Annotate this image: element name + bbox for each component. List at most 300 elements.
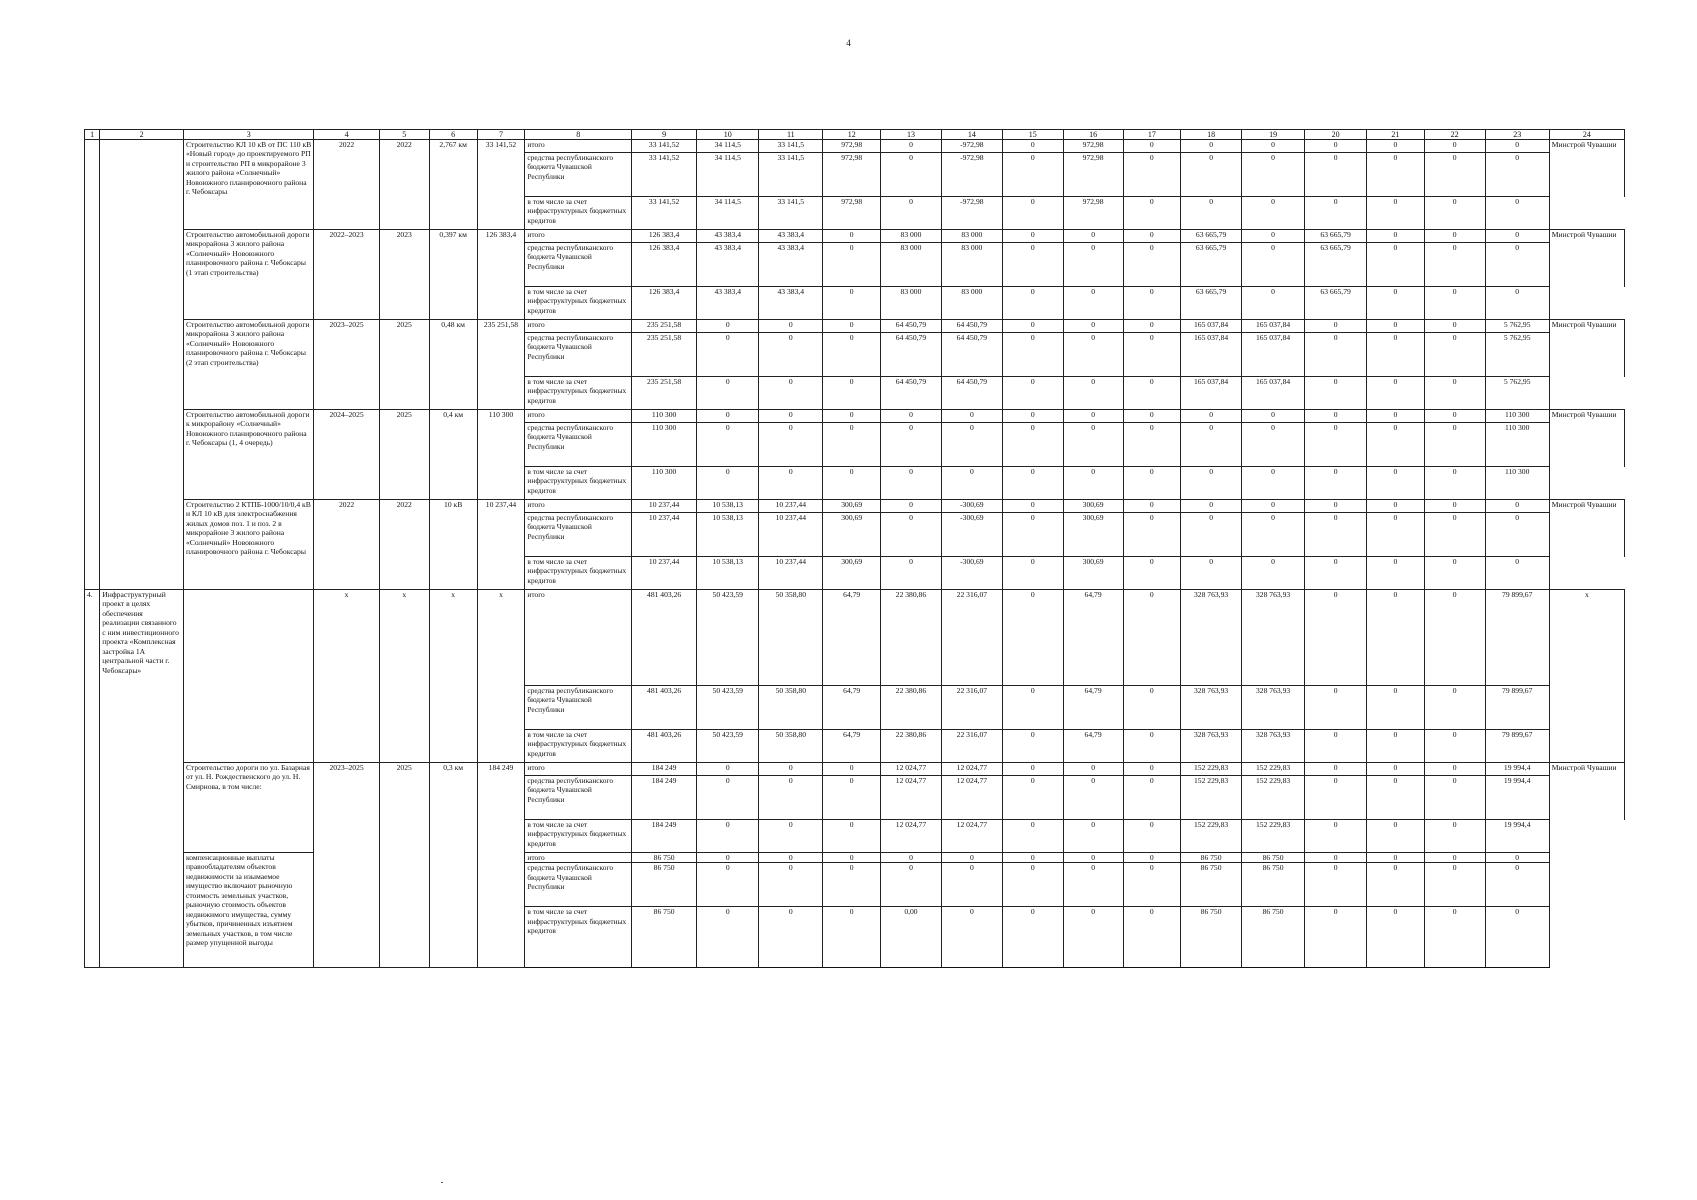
value-cell: 126 383,4 xyxy=(631,287,696,320)
value-cell: 63 665,79 xyxy=(1305,243,1367,287)
value-cell: 0 xyxy=(941,410,1002,423)
value-cell: 0 xyxy=(1424,590,1485,686)
column-header: 8 xyxy=(525,130,632,140)
value-cell: 0 xyxy=(1367,377,1425,410)
value-cell: 0 xyxy=(1123,423,1181,467)
column-header: 14 xyxy=(941,130,1002,140)
capacity: 10 кВ xyxy=(429,500,477,590)
value-cell: 0 xyxy=(1181,410,1242,423)
value-cell: 33 141,5 xyxy=(759,197,823,230)
capacity: 0,397 км xyxy=(429,230,477,320)
table-row xyxy=(85,590,1625,686)
value-cell: 86 750 xyxy=(1181,853,1242,863)
value-cell: 0 xyxy=(697,776,759,820)
value-cell: 110 300 xyxy=(1485,467,1549,500)
value-cell: 0 xyxy=(881,140,942,153)
value-cell: 0 xyxy=(1063,907,1123,968)
column-header: 5 xyxy=(379,130,429,140)
funding-source-label: средства республиканского бюджета Чувашской Республики xyxy=(525,423,632,467)
value-cell: 300,69 xyxy=(823,513,881,557)
value-cell: 0 xyxy=(881,153,942,197)
value-cell: 0 xyxy=(1424,243,1485,287)
value-cell: 0 xyxy=(1242,423,1305,467)
value-cell: 43 383,4 xyxy=(759,287,823,320)
value-cell: 33 141,5 xyxy=(759,153,823,197)
value-cell: 86 750 xyxy=(1242,853,1305,863)
value-cell: 110 300 xyxy=(1485,410,1549,423)
value-cell: 10 538,13 xyxy=(697,513,759,557)
value-cell: 0 xyxy=(1002,410,1063,423)
value-cell: 0 xyxy=(1367,140,1425,153)
funding-source-label: итого xyxy=(525,140,632,153)
value-cell: 0 xyxy=(759,776,823,820)
value-cell: 0 xyxy=(1305,686,1367,730)
value-cell: 64 450,79 xyxy=(941,377,1002,410)
end-year: 2022 xyxy=(379,140,429,230)
value-cell: 0 xyxy=(1002,243,1063,287)
value-cell: 0 xyxy=(1305,820,1367,853)
value-cell: 0 xyxy=(1063,410,1123,423)
value-cell: 0 xyxy=(1242,140,1305,153)
column-header: 4 xyxy=(314,130,379,140)
value-cell: 0 xyxy=(1002,763,1063,776)
value-cell: 0 xyxy=(1181,467,1242,500)
column-header: 16 xyxy=(1063,130,1123,140)
value-cell: 64 450,79 xyxy=(881,377,942,410)
value-cell: 0 xyxy=(697,820,759,853)
value-cell: 0 xyxy=(1123,287,1181,320)
value-cell: 86 750 xyxy=(631,907,696,968)
value-cell: 0 xyxy=(823,377,881,410)
value-cell: 0 xyxy=(1123,140,1181,153)
value-cell: 0 xyxy=(1063,243,1123,287)
value-cell: -300,69 xyxy=(941,557,1002,590)
value-cell: 0 xyxy=(1424,557,1485,590)
funding-source-label: итого xyxy=(525,853,632,863)
value-cell: 0 xyxy=(697,423,759,467)
value-cell: 152 229,83 xyxy=(1242,776,1305,820)
value-cell: 0 xyxy=(1485,853,1549,863)
value-cell: 0 xyxy=(1424,333,1485,377)
start-year: 2023–2025 xyxy=(314,320,379,410)
value-cell: 0 xyxy=(1123,730,1181,763)
section-number: 4. xyxy=(85,590,100,968)
value-cell: 0 xyxy=(881,197,942,230)
value-cell: 0 xyxy=(1123,153,1181,197)
value-cell: 63 665,79 xyxy=(1181,230,1242,243)
estimated-cost: 184 249 xyxy=(477,763,525,968)
value-cell: 0 xyxy=(1367,243,1425,287)
value-cell: 83 000 xyxy=(941,230,1002,243)
value-cell: 50 358,80 xyxy=(759,730,823,763)
value-cell: 0 xyxy=(1002,590,1063,686)
value-cell: 0 xyxy=(1123,557,1181,590)
value-cell: 152 229,83 xyxy=(1242,820,1305,853)
project-name: Строительство автомобильной дороги к микрорайону «Солнечный» Новоюжного планировочного района г. Чебоксары (1, 4 очередь) xyxy=(183,410,314,500)
section-title: Инфраструктурный проект в целях обеспечения реализации связанного с ним инвестиционного проекта «Комплексная застройка 1А центральной части г. Чебоксары» xyxy=(100,590,184,968)
value-cell: 0 xyxy=(1181,557,1242,590)
value-cell: 0 xyxy=(1367,230,1425,243)
value-cell: 0 xyxy=(1002,513,1063,557)
value-cell: 0 xyxy=(1305,590,1367,686)
value-cell: 43 383,4 xyxy=(697,287,759,320)
value-cell: 0 xyxy=(1367,423,1425,467)
value-cell: 0 xyxy=(1424,686,1485,730)
value-cell: 86 750 xyxy=(1242,863,1305,907)
value-cell: 0 xyxy=(941,853,1002,863)
value-cell: 0 xyxy=(823,776,881,820)
value-cell: 235 251,58 xyxy=(631,320,696,333)
funding-source-label: в том числе за счет инфраструктурных бюджетных кредитов xyxy=(525,197,632,230)
value-cell: 0 xyxy=(1123,333,1181,377)
value-cell: 0 xyxy=(1424,230,1485,243)
funding-source-label: средства республиканского бюджета Чувашской Республики xyxy=(525,243,632,287)
value-cell: 0 xyxy=(1424,377,1485,410)
column-header: 24 xyxy=(1549,130,1624,140)
value-cell: 0 xyxy=(1424,287,1485,320)
value-cell: 0 xyxy=(1063,287,1123,320)
value-cell: 0 xyxy=(1123,863,1181,907)
value-cell: 481 403,26 xyxy=(631,730,696,763)
project-name: Строительство автомобильной дороги микрорайона 3 жилого района «Солнечный» Новоюжного планировочного района г. Чебоксары (1 этап строительства) xyxy=(183,230,314,320)
value-cell: 79 899,67 xyxy=(1485,686,1549,730)
estimated-cost: x xyxy=(477,590,525,763)
value-cell: -972,98 xyxy=(941,153,1002,197)
value-cell: 328 763,93 xyxy=(1242,590,1305,686)
value-cell: 50 358,80 xyxy=(759,590,823,686)
value-cell: 0 xyxy=(1305,500,1367,513)
value-cell: 0 xyxy=(1063,333,1123,377)
value-cell: 0 xyxy=(1424,153,1485,197)
value-cell: 481 403,26 xyxy=(631,590,696,686)
capacity: 0,3 км xyxy=(429,763,477,968)
value-cell: 0 xyxy=(881,467,942,500)
value-cell: 34 114,5 xyxy=(697,153,759,197)
value-cell: 165 037,84 xyxy=(1181,377,1242,410)
value-cell: 0 xyxy=(1063,377,1123,410)
value-cell: 165 037,84 xyxy=(1242,320,1305,333)
value-cell: 0 xyxy=(1123,820,1181,853)
column-header: 22 xyxy=(1424,130,1485,140)
table-row xyxy=(85,763,1625,776)
value-cell: 0 xyxy=(1181,423,1242,467)
value-cell: 0 xyxy=(881,557,942,590)
value-cell: 63 665,79 xyxy=(1305,287,1367,320)
value-cell: 0 xyxy=(1367,820,1425,853)
end-year: 2025 xyxy=(379,763,429,968)
value-cell: 0 xyxy=(1123,320,1181,333)
value-cell: 64 450,79 xyxy=(941,333,1002,377)
value-cell: 0 xyxy=(1002,333,1063,377)
value-cell: 0 xyxy=(1002,776,1063,820)
value-cell: 0 xyxy=(1485,287,1549,320)
value-cell: 0 xyxy=(1367,410,1425,423)
value-cell: 0 xyxy=(1002,557,1063,590)
value-cell: 64,79 xyxy=(823,686,881,730)
value-cell: 165 037,84 xyxy=(1181,320,1242,333)
value-cell: 0 xyxy=(1063,320,1123,333)
value-cell: 0 xyxy=(1242,410,1305,423)
value-cell: 0 xyxy=(1367,153,1425,197)
value-cell: 0 xyxy=(1424,763,1485,776)
value-cell: 64,79 xyxy=(1063,686,1123,730)
value-cell: 0 xyxy=(1305,423,1367,467)
value-cell: 0 xyxy=(1367,686,1425,730)
executor: x xyxy=(1549,590,1624,763)
executor-empty xyxy=(1549,907,1624,968)
value-cell: 64,79 xyxy=(823,730,881,763)
value-cell: 10 237,44 xyxy=(631,513,696,557)
value-cell: 0 xyxy=(1305,410,1367,423)
value-cell: 0 xyxy=(1242,467,1305,500)
value-cell: 0 xyxy=(1063,230,1123,243)
table-row xyxy=(85,410,1625,423)
investment-table-container xyxy=(84,129,1625,968)
end-year: x xyxy=(379,590,429,763)
column-numbers-row xyxy=(85,130,1625,140)
table-row xyxy=(85,140,1625,153)
value-cell: 0 xyxy=(1002,153,1063,197)
value-cell: 0 xyxy=(1002,140,1063,153)
estimated-cost: 110 300 xyxy=(477,410,525,500)
row-number-empty xyxy=(85,140,100,590)
column-header: 9 xyxy=(631,130,696,140)
value-cell: 0 xyxy=(759,377,823,410)
value-cell: 972,98 xyxy=(1063,197,1123,230)
value-cell: 0 xyxy=(1242,197,1305,230)
value-cell: 0 xyxy=(759,763,823,776)
value-cell: 0 xyxy=(1063,820,1123,853)
value-cell: 0 xyxy=(1181,197,1242,230)
project-name: Строительство автомобильной дороги микрорайона 3 жилого района «Солнечный» Новоюжного планировочного района г. Чебоксары (2 этап строительства) xyxy=(183,320,314,410)
value-cell: 0 xyxy=(941,423,1002,467)
value-cell: 19 994,4 xyxy=(1485,820,1549,853)
value-cell: -972,98 xyxy=(941,197,1002,230)
value-cell: 0 xyxy=(1367,467,1425,500)
value-cell: 0 xyxy=(1424,467,1485,500)
value-cell: 64,79 xyxy=(1063,730,1123,763)
value-cell: 0 xyxy=(1002,820,1063,853)
start-year: 2022 xyxy=(314,140,379,230)
value-cell: 0 xyxy=(1002,197,1063,230)
value-cell: 235 251,58 xyxy=(631,377,696,410)
value-cell: 0 xyxy=(1123,500,1181,513)
value-cell: 0 xyxy=(881,863,942,907)
value-cell: 0 xyxy=(1424,500,1485,513)
value-cell: 64,79 xyxy=(1063,590,1123,686)
capacity: x xyxy=(429,590,477,763)
funding-source-label: средства республиканского бюджета Чувашской Республики xyxy=(525,333,632,377)
project-name-empty xyxy=(183,590,314,763)
estimated-cost: 10 237,44 xyxy=(477,500,525,590)
value-cell: 126 383,4 xyxy=(631,230,696,243)
funding-source-label: средства республиканского бюджета Чувашской Республики xyxy=(525,686,632,730)
value-cell: 0 xyxy=(1002,377,1063,410)
value-cell: 0 xyxy=(881,513,942,557)
executor: Минстрой Чувашии xyxy=(1549,763,1624,820)
value-cell: 972,98 xyxy=(823,140,881,153)
executor-empty xyxy=(1549,287,1624,320)
value-cell: 0 xyxy=(1424,853,1485,863)
start-year: 2024–2025 xyxy=(314,410,379,500)
value-cell: 481 403,26 xyxy=(631,686,696,730)
value-cell: 0 xyxy=(823,410,881,423)
value-cell: 0 xyxy=(1242,513,1305,557)
funding-source-label: в том числе за счет инфраструктурных бюджетных кредитов xyxy=(525,287,632,320)
value-cell: 152 229,83 xyxy=(1181,763,1242,776)
value-cell: 86 750 xyxy=(1181,907,1242,968)
value-cell: 0 xyxy=(1305,863,1367,907)
value-cell: 0 xyxy=(1123,776,1181,820)
column-header: 19 xyxy=(1242,130,1305,140)
value-cell: 0 xyxy=(1305,467,1367,500)
value-cell: 0 xyxy=(1424,863,1485,907)
value-cell: 0 xyxy=(1305,377,1367,410)
value-cell: 86 750 xyxy=(1242,907,1305,968)
value-cell: 0 xyxy=(1485,513,1549,557)
value-cell: 0 xyxy=(1123,377,1181,410)
value-cell: 328 763,93 xyxy=(1181,730,1242,763)
column-header: 2 xyxy=(100,130,184,140)
value-cell: 0 xyxy=(1367,907,1425,968)
value-cell: 0 xyxy=(1485,557,1549,590)
funding-source-label: в том числе за счет инфраструктурных бюджетных кредитов xyxy=(525,907,632,968)
estimated-cost: 126 383,4 xyxy=(477,230,525,320)
value-cell: 165 037,84 xyxy=(1181,333,1242,377)
value-cell: 0 xyxy=(1305,197,1367,230)
value-cell: 0 xyxy=(823,320,881,333)
value-cell: 0 xyxy=(1305,333,1367,377)
value-cell: 0 xyxy=(1367,863,1425,907)
value-cell: 0 xyxy=(1242,287,1305,320)
value-cell: 33 141,52 xyxy=(631,140,696,153)
value-cell: 300,69 xyxy=(823,500,881,513)
table-row xyxy=(85,500,1625,513)
page-number: 4 xyxy=(846,38,851,48)
value-cell: 152 229,83 xyxy=(1242,763,1305,776)
value-cell: 0 xyxy=(697,320,759,333)
value-cell: 22 316,07 xyxy=(941,730,1002,763)
executor-empty xyxy=(1549,557,1624,590)
executor-empty xyxy=(1549,197,1624,230)
value-cell: 0 xyxy=(1063,423,1123,467)
value-cell: 22 380,86 xyxy=(881,686,942,730)
column-header: 13 xyxy=(881,130,942,140)
value-cell: 0 xyxy=(941,863,1002,907)
value-cell: 972,98 xyxy=(823,153,881,197)
value-cell: 0 xyxy=(1123,853,1181,863)
value-cell: 0 xyxy=(1123,410,1181,423)
value-cell: 22 316,07 xyxy=(941,686,1002,730)
value-cell: 328 763,93 xyxy=(1242,686,1305,730)
value-cell: 0 xyxy=(1367,500,1425,513)
capacity: 0,4 км xyxy=(429,410,477,500)
value-cell: 0 xyxy=(823,287,881,320)
value-cell: 300,69 xyxy=(1063,513,1123,557)
value-cell: 0 xyxy=(759,467,823,500)
value-cell: 235 251,58 xyxy=(631,333,696,377)
funding-source-label: в том числе за счет инфраструктурных бюджетных кредитов xyxy=(525,467,632,500)
value-cell: 50 423,59 xyxy=(697,686,759,730)
value-cell: 0 xyxy=(823,333,881,377)
executor-empty xyxy=(1549,377,1624,410)
estimated-cost: 33 141,52 xyxy=(477,140,525,230)
value-cell: 0 xyxy=(1002,467,1063,500)
value-cell: 79 899,67 xyxy=(1485,590,1549,686)
value-cell: 0 xyxy=(823,763,881,776)
value-cell: 10 237,44 xyxy=(759,557,823,590)
value-cell: 86 750 xyxy=(1181,863,1242,907)
value-cell: 0 xyxy=(1063,863,1123,907)
value-cell: 0 xyxy=(1002,853,1063,863)
scan-artifact xyxy=(441,1182,443,1183)
value-cell: 0 xyxy=(697,333,759,377)
value-cell: 328 763,93 xyxy=(1181,590,1242,686)
value-cell: 184 249 xyxy=(631,763,696,776)
value-cell: 184 249 xyxy=(631,776,696,820)
value-cell: 0 xyxy=(1367,333,1425,377)
value-cell: 0 xyxy=(881,410,942,423)
value-cell: 0 xyxy=(1242,500,1305,513)
funding-source-label: итого xyxy=(525,590,632,686)
value-cell: 0 xyxy=(759,853,823,863)
value-cell: 0 xyxy=(759,423,823,467)
value-cell: 0 xyxy=(1063,467,1123,500)
value-cell: 0 xyxy=(1123,230,1181,243)
value-cell: 33 141,5 xyxy=(759,140,823,153)
value-cell: 0 xyxy=(1063,776,1123,820)
value-cell: -300,69 xyxy=(941,500,1002,513)
value-cell: 10 538,13 xyxy=(697,500,759,513)
project-name: Строительство 2 КТПБ-1000/10/0,4 кВ и КЛ 10 кВ для электроснабжения жилых домов поз. 1 и поз. 2 в микрорайоне 3 жилого района «Солнечный» Новоюжного планировочного района г. Чебоксары xyxy=(183,500,314,590)
column-header: 7 xyxy=(477,130,525,140)
value-cell: 0 xyxy=(941,907,1002,968)
value-cell: 0 xyxy=(1305,730,1367,763)
value-cell: 0 xyxy=(1305,763,1367,776)
value-cell: 0 xyxy=(823,863,881,907)
value-cell: 43 383,4 xyxy=(697,243,759,287)
value-cell: 0 xyxy=(1424,197,1485,230)
value-cell: 0 xyxy=(759,863,823,907)
value-cell: -972,98 xyxy=(941,140,1002,153)
value-cell: 64 450,79 xyxy=(881,333,942,377)
value-cell: 0 xyxy=(1424,140,1485,153)
value-cell: 0 xyxy=(1181,153,1242,197)
column-header: 20 xyxy=(1305,130,1367,140)
value-cell: 83 000 xyxy=(941,243,1002,287)
value-cell: 0 xyxy=(823,820,881,853)
value-cell: 83 000 xyxy=(881,243,942,287)
executor: Минстрой Чувашии xyxy=(1549,140,1624,197)
value-cell: 0 xyxy=(1181,500,1242,513)
funding-source-label: итого xyxy=(525,410,632,423)
value-cell: 165 037,84 xyxy=(1242,333,1305,377)
estimated-cost: 235 251,58 xyxy=(477,320,525,410)
value-cell: 0 xyxy=(759,907,823,968)
value-cell: 0 xyxy=(1367,853,1425,863)
value-cell: 12 024,77 xyxy=(881,776,942,820)
value-cell: 0 xyxy=(697,863,759,907)
value-cell: 0 xyxy=(1305,140,1367,153)
value-cell: 0 xyxy=(1367,513,1425,557)
value-cell: 0 xyxy=(697,907,759,968)
value-cell: 0 xyxy=(1485,907,1549,968)
capacity: 0,48 км xyxy=(429,320,477,410)
value-cell: 83 000 xyxy=(881,230,942,243)
value-cell: 0 xyxy=(1242,557,1305,590)
value-cell: 0 xyxy=(1424,513,1485,557)
section-name-empty xyxy=(100,140,184,590)
